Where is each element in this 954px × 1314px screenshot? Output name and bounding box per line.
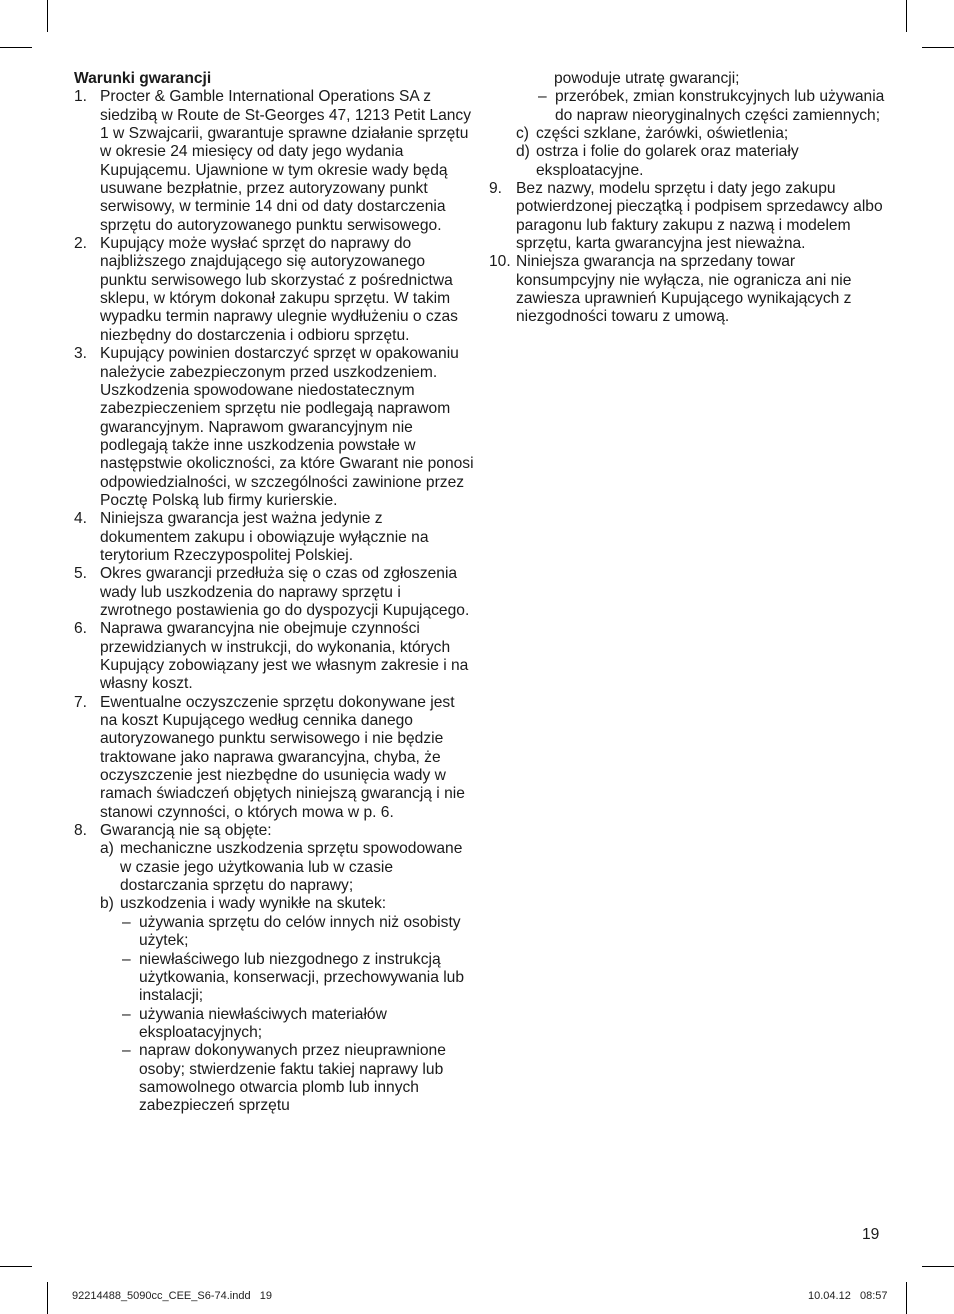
warranty-heading: Warunki gwarancji [74,70,212,87]
dash-text: przeróbek, zmian konstrukcyjnych lub używania do napraw nieoryginalnych części zamiennych; [555,88,885,124]
print-slug-date: 10.04.12 08:57 [808,1290,888,1302]
warranty-list [74,88,474,1115]
print-slug-file: 92214488_5090cc_CEE_S6-74.indd 19 [72,1290,272,1302]
list-item [74,694,474,822]
sub-item-label: d) [516,143,530,161]
dash-text: używania niewłaściwych materiałów eksploatacyjnych; [139,1005,387,1041]
item-number: 4. [74,510,88,528]
list-item [489,180,889,253]
right-column [489,70,889,327]
list-item [74,345,474,510]
list-item [489,253,889,326]
item-text: Kupujący powinien dostarczyć sprzęt w opakowaniu należycie zabezpieczonym przed uszkodzeniem. Uszkodzenia spowodowane niedostatecznym zabezpieczeniem sprzętu nie podlegają naprawom gwarancyjnym. Naprawom gwarancyjnym nie podlegają także inne uszkodzenia powstałe w następstwie okoliczności, za które Gwarant nie ponosi odpowiedzialności, w szczególności zawinione przez Pocztę Polską lub firmy kurierskie. [100,345,474,509]
item-number: 6. [74,620,88,638]
dash-text: napraw dokonywanych przez nieuprawnione osoby; stwierdzenie faktu takiej naprawy lub samowolnego otwarcia plomb lub innych zabezpieczeń sprzętu [139,1042,446,1115]
list-item [74,88,474,235]
dash-marker: – [538,88,547,106]
sub-item-a [100,840,474,895]
item-text: Naprawa gwarancyjna nie obejmuje czynności przewidzianych w instrukcji, do wykonania, których Kupujący zobowiązany jest we własnym zakresie i na własny koszt. [100,620,469,693]
item-number: 8. [74,822,88,840]
list-item [74,822,474,1116]
dash-item [122,1006,474,1043]
sub-item-c [516,125,889,143]
sub-item-text: mechaniczne uszkodzenia sprzętu spowodowane w czasie jego użytkowania lub w czasie dostarczania sprzętu do naprawy; [120,840,463,895]
item-number: 1. [74,88,88,106]
sub-item-text: części szklane, żarówki, oświetlenia; [536,125,789,143]
dash-item [538,88,889,125]
sub-item-text: uszkodzenia i wady wynikłe na skutek: [120,895,387,913]
sub-item-label: c) [516,125,529,143]
item-text: Gwarancją nie są objęte: [100,822,272,840]
crop-mark [906,0,907,32]
sub-list [489,125,889,180]
item-number: 10. [489,253,511,271]
dash-marker: – [122,1005,131,1023]
list-item [74,620,474,693]
dash-marker: – [122,913,131,931]
item-text: Kupujący może wysłać sprzęt do naprawy do najbliższego znajdującego się autoryzowanego punktu serwisowego lub skorzystać z pośrednictwa sklepu, w którym dokonał zakupu sprzętu. W takim wypadku termin naprawy ulegnie wydłużeniu o czas niezbędny do dostarczenia i odbioru sprzętu. [100,235,458,344]
sub-item-label: b) [100,895,114,913]
crop-mark [47,1282,48,1314]
list-item [74,235,474,345]
dash-item [122,951,474,1006]
dash-list [489,88,889,125]
dash-list [100,914,474,1116]
crop-mark [906,1282,907,1314]
item-number: 9. [489,180,503,198]
dash-continuation: powoduje utratę gwarancji; [554,70,740,87]
item-text: Bez nazwy, modelu sprzętu i daty jego zakupu potwierdzonej pieczątką i podpisem sprzedawcy albo paragonu lub faktury zakupu z nazwą i modelem sprzętu, karta gwarancyjna jest nieważna. [516,180,883,253]
sub-item-d [516,143,889,180]
dash-item [122,914,474,951]
sub-item-text: ostrza i folie do golarek oraz materiały eksploatacyjne. [536,143,799,179]
item-number: 7. [74,693,88,711]
dash-item [122,1042,474,1115]
item-text: Procter & Gamble International Operations SA z siedzibą w Route de St-Georges 47, 1213 Petit Lancy 1 w Szwajcarii, gwarantuje sprawne działanie sprzętu w okresie 24 miesięcy od daty jego wydania Kupującemu. Ujawnione w tym okresie wady będą usuwane bezpłatnie, przez autoryzowany punkt serwisowy, w terminie 14 dni od daty dostarczenia sprzętu do autoryzowanego punktu serwisowego. [100,88,472,234]
crop-mark [0,47,32,48]
item-number: 2. [74,235,88,253]
item-text: Niniejsza gwarancja na sprzedany towar konsumpcyjny nie wyłącza, nie ogranicza ani nie zawiesza uprawnień Kupującego wynikających z niezgodności towaru z umową. [516,253,852,326]
item-number: 5. [74,565,88,583]
crop-mark [922,47,954,48]
sub-item-b [100,895,474,913]
crop-mark [47,0,48,32]
item-text: Okres gwarancji przedłuża się o czas od zgłoszenia wady lub uszkodzenia do naprawy sprzętu i zwrotnego postawienia go do dyspozycji Kupującego. [100,565,470,619]
item-text: Ewentualne oczyszczenie sprzętu dokonywane jest na koszt Kupującego według cennika danego autoryzowanego punktu serwisowego i nie będzie traktowane jako naprawa gwarancyjna, chyba, że oczyszczenie jest niezbędne do usunięcia wady w ramach świadczeń objętych niniejszą gwarancją i nie stanowi czynności, o których mowa w p. 6. [100,693,465,821]
list-item [74,510,474,565]
dash-text: używania sprzętu do celów innych niż osobisty użytek; [139,913,461,950]
left-column [74,70,474,1116]
dash-text: niewłaściwego lub niezgodnego z instrukcją użytkowania, konserwacji, przechowywania lub instalacji; [139,950,465,1005]
crop-mark [922,1266,954,1267]
sub-item-label: a) [100,840,114,858]
list-item [74,565,474,620]
item-number: 3. [74,345,88,363]
crop-mark [0,1266,32,1267]
dash-marker: – [122,1042,131,1060]
item-text: Niniejsza gwarancja jest ważna jedynie z dokumentem zakupu i obowiązuje wyłącznie na terytorium Rzeczypospolitej Polskiej. [100,510,429,564]
dash-marker: – [122,950,131,968]
page-number: 19 [862,1226,880,1243]
